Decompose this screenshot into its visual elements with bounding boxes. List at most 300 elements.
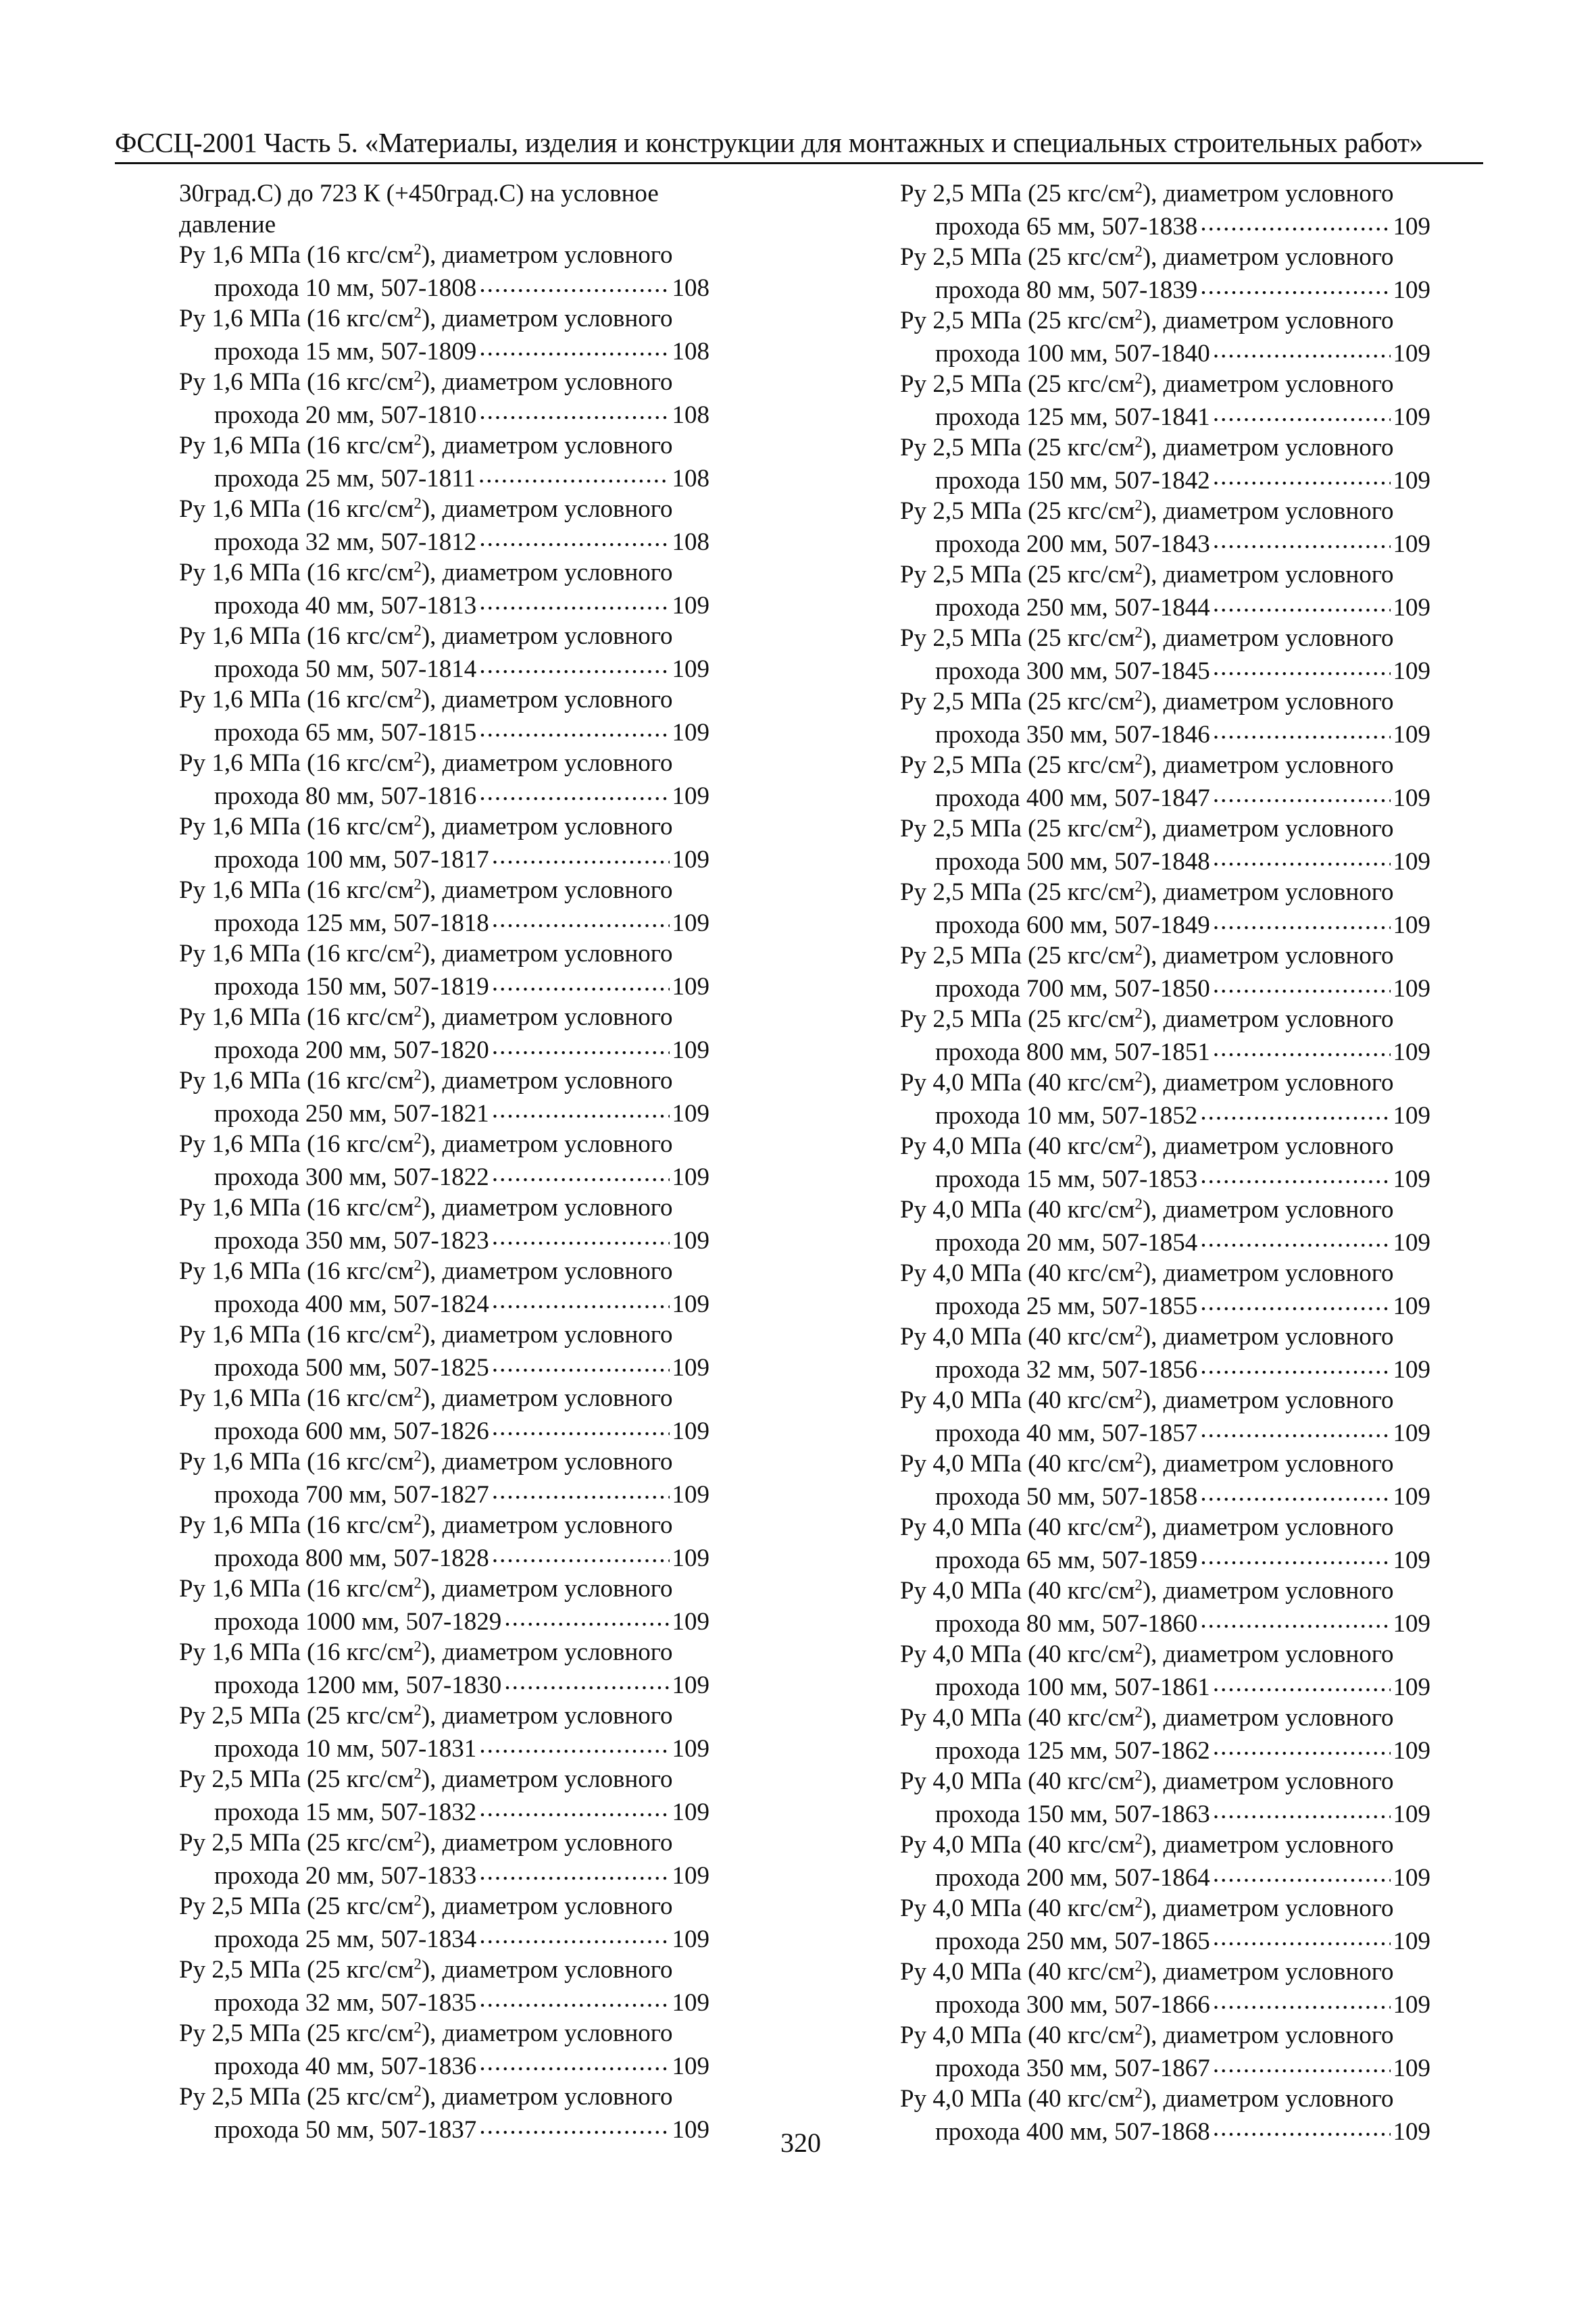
entry-pressure: Ру 2,5 МПа (25 кгс/см xyxy=(179,1829,414,1857)
entry-superscript: 2 xyxy=(1134,1957,1143,1975)
entry-detail: прохода 65 мм, 507-1838 xyxy=(935,212,1198,241)
index-entry xyxy=(179,1256,709,1319)
entry-heading xyxy=(179,1319,709,1351)
index-entry xyxy=(900,305,1430,369)
entry-suffix: ), диаметром условного xyxy=(1142,1894,1394,1922)
entry-detail: прохода 80 мм, 507-1839 xyxy=(935,276,1198,304)
dot-leader xyxy=(1200,209,1390,234)
entry-detail-line xyxy=(179,1986,709,2019)
entry-detail-line xyxy=(179,1795,709,1828)
entry-page: 108 xyxy=(672,464,709,493)
entry-detail-line xyxy=(900,1162,1430,1195)
entry-detail-line xyxy=(179,1859,709,1892)
entry-page: 109 xyxy=(672,1798,709,1826)
entry-detail-line xyxy=(900,209,1430,243)
entry-page: 109 xyxy=(672,1163,709,1191)
entry-pressure: Ру 4,0 МПа (40 кгс/см xyxy=(900,1767,1135,1795)
entry-heading xyxy=(900,432,1430,463)
entry-pressure: Ру 2,5 МПа (25 кгс/см xyxy=(900,815,1135,842)
entry-pressure: Ру 2,5 МПа (25 кгс/см xyxy=(900,561,1135,588)
entry-superscript: 2 xyxy=(1134,370,1143,387)
entry-page: 109 xyxy=(672,782,709,810)
entry-page: 109 xyxy=(1393,1863,1430,1892)
entry-heading xyxy=(179,1002,709,1033)
entry-page: 109 xyxy=(672,1861,709,1890)
entry-detail: прохода 10 мм, 507-1852 xyxy=(935,1101,1198,1130)
dot-leader xyxy=(479,652,669,677)
entry-page: 109 xyxy=(1393,1038,1430,1066)
entry-pressure: Ру 1,6 МПа (16 кгс/см xyxy=(179,1257,414,1285)
entry-pressure: Ру 1,6 МПа (16 кгс/см xyxy=(179,1194,414,1222)
entry-heading xyxy=(900,1004,1430,1035)
entry-detail: прохода 50 мм, 507-1814 xyxy=(214,655,477,683)
entry-suffix: ), диаметром условного xyxy=(1142,1450,1394,1478)
entry-heading xyxy=(900,1576,1430,1607)
entry-heading xyxy=(179,2082,709,2113)
dot-leader xyxy=(1200,1162,1390,1187)
entry-heading xyxy=(900,1067,1430,1099)
dot-leader xyxy=(1213,908,1391,933)
entry-page: 109 xyxy=(672,1353,709,1382)
entry-superscript: 2 xyxy=(414,1828,422,1846)
index-entry xyxy=(179,1637,709,1701)
entry-detail: прохода 15 мм, 507-1832 xyxy=(214,1798,477,1826)
entry-suffix: ), диаметром условного xyxy=(421,1448,673,1476)
entry-heading xyxy=(900,1703,1430,1734)
entry-detail-line xyxy=(900,1924,1430,1957)
entry-heading xyxy=(179,1701,709,1732)
dot-leader xyxy=(1213,590,1391,615)
entry-superscript: 2 xyxy=(414,241,422,258)
entry-page: 109 xyxy=(672,1607,709,1636)
entry-pressure: Ру 2,5 МПа (25 кгс/см xyxy=(900,434,1135,461)
entry-suffix: ), диаметром условного xyxy=(421,813,673,840)
entry-pressure: Ру 2,5 МПа (25 кгс/см xyxy=(179,2019,414,2047)
entry-suffix: ), диаметром условного xyxy=(421,1829,673,1857)
entry-suffix: ), диаметром условного xyxy=(1142,1704,1394,1732)
dot-leader xyxy=(1213,2051,1391,2076)
entry-detail-line xyxy=(900,2115,1430,2148)
entry-superscript: 2 xyxy=(1134,1005,1143,1022)
index-entry xyxy=(179,240,709,303)
dot-leader xyxy=(1213,1035,1391,1060)
entry-detail-line xyxy=(900,2051,1430,2084)
entry-pressure: Ру 4,0 МПа (40 кгс/см xyxy=(900,1450,1135,1478)
entry-detail: прохода 150 мм, 507-1842 xyxy=(935,466,1210,495)
entry-heading xyxy=(900,1830,1430,1861)
entry-heading xyxy=(900,1766,1430,1797)
entry-superscript: 2 xyxy=(414,749,422,766)
index-entry xyxy=(900,940,1430,1004)
entry-superscript: 2 xyxy=(414,1257,422,1274)
entry-detail: прохода 600 мм, 507-1849 xyxy=(935,911,1210,939)
entry-heading xyxy=(900,877,1430,908)
entry-suffix: ), диаметром условного xyxy=(1142,1069,1394,1097)
entry-suffix: ), диаметром условного xyxy=(1142,1196,1394,1224)
index-entry xyxy=(900,1893,1430,1957)
entry-superscript: 2 xyxy=(414,1511,422,1528)
dot-leader xyxy=(1213,336,1391,361)
entry-detail: прохода 20 мм, 507-1833 xyxy=(214,1861,477,1890)
dot-leader xyxy=(1213,400,1391,425)
entry-detail-line xyxy=(179,715,709,749)
index-entry xyxy=(900,1512,1430,1576)
entry-pressure: Ру 1,6 МПа (16 кгс/см xyxy=(179,1511,414,1539)
entry-suffix: ), диаметром условного xyxy=(1142,751,1394,779)
entry-page: 109 xyxy=(1393,1355,1430,1384)
entry-superscript: 2 xyxy=(414,1701,422,1719)
index-entry xyxy=(179,1891,709,1955)
index-entry xyxy=(900,1639,1430,1703)
entry-page: 109 xyxy=(1393,911,1430,939)
entry-pressure: Ру 1,6 МПа (16 кгс/см xyxy=(179,559,414,586)
entry-pressure: Ру 1,6 МПа (16 кгс/см xyxy=(179,305,414,332)
entry-pressure: Ру 1,6 МПа (16 кгс/см xyxy=(179,1638,414,1666)
entry-page: 109 xyxy=(1393,339,1430,368)
entry-detail: прохода 1000 мм, 507-1829 xyxy=(214,1607,502,1636)
entry-detail-line xyxy=(179,1478,709,1511)
entry-pressure: Ру 2,5 МПа (25 кгс/см xyxy=(900,624,1135,652)
entry-detail: прохода 800 мм, 507-1851 xyxy=(935,1038,1210,1066)
continuation-line: давление xyxy=(179,210,276,238)
entry-heading xyxy=(179,2018,709,2049)
dot-leader xyxy=(492,970,670,995)
dot-leader xyxy=(1213,1670,1391,1695)
entry-pressure: Ру 2,5 МПа (25 кгс/см xyxy=(179,1956,414,1984)
entry-page: 109 xyxy=(672,1290,709,1318)
dot-leader xyxy=(1213,463,1391,488)
entry-page: 109 xyxy=(1393,784,1430,812)
entry-detail-line xyxy=(179,842,709,876)
entry-detail: прохода 300 мм, 507-1822 xyxy=(214,1163,489,1191)
entry-superscript: 2 xyxy=(1134,1767,1143,1784)
entry-superscript: 2 xyxy=(414,1955,422,1973)
entry-detail: прохода 300 мм, 507-1845 xyxy=(935,657,1210,685)
entry-page: 109 xyxy=(1393,593,1430,622)
entry-heading xyxy=(900,1957,1430,1988)
entry-heading xyxy=(179,240,709,271)
dot-leader xyxy=(479,2113,669,2138)
entry-suffix: ), диаметром условного xyxy=(1142,1767,1394,1795)
index-entry xyxy=(179,1383,709,1447)
entry-suffix: ), диаметром условного xyxy=(1142,1386,1394,1414)
entry-detail: прохода 250 мм, 507-1844 xyxy=(935,593,1210,622)
entry-page: 109 xyxy=(1393,1990,1430,2019)
entry-pressure: Ру 1,6 МПа (16 кгс/см xyxy=(179,495,414,523)
entry-detail-line xyxy=(900,1035,1430,1068)
entry-detail: прохода 100 мм, 507-1840 xyxy=(935,339,1210,368)
index-entry xyxy=(179,2082,709,2145)
entry-superscript: 2 xyxy=(414,431,422,449)
entry-superscript: 2 xyxy=(1134,243,1143,260)
index-entry xyxy=(900,686,1430,750)
entry-pressure: Ру 4,0 МПа (40 кгс/см xyxy=(900,1196,1135,1224)
dot-leader xyxy=(1213,527,1391,552)
index-entry xyxy=(900,1322,1430,1385)
dot-leader xyxy=(1200,1607,1390,1632)
entry-page: 109 xyxy=(1393,1736,1430,1765)
entry-page: 109 xyxy=(1393,974,1430,1003)
entry-detail: прохода 300 мм, 507-1866 xyxy=(935,1990,1210,2019)
entry-detail-line xyxy=(900,1543,1430,1576)
entry-superscript: 2 xyxy=(414,1892,422,1909)
entry-pressure: Ру 2,5 МПа (25 кгс/см xyxy=(900,180,1135,207)
entry-detail-line xyxy=(900,845,1430,878)
entry-page: 109 xyxy=(1393,276,1430,304)
entry-heading xyxy=(179,430,709,461)
dot-leader xyxy=(1213,972,1391,997)
entry-detail: прохода 15 мм, 507-1853 xyxy=(935,1165,1198,1193)
entry-superscript: 2 xyxy=(414,939,422,957)
entry-pressure: Ру 1,6 МПа (16 кгс/см xyxy=(179,1130,414,1158)
index-entry xyxy=(900,623,1430,686)
index-entry xyxy=(900,496,1430,559)
index-entry xyxy=(900,559,1430,623)
dot-leader xyxy=(1213,1861,1391,1886)
entry-page: 109 xyxy=(672,1988,709,2017)
index-entry xyxy=(179,1065,709,1129)
entry-pressure: Ру 1,6 МПа (16 кгс/см xyxy=(179,1384,414,1412)
entry-heading xyxy=(900,2084,1430,2115)
entry-superscript: 2 xyxy=(1134,1386,1143,1403)
entry-pressure: Ру 2,5 МПа (25 кгс/см xyxy=(900,688,1135,715)
entry-detail: прохода 65 мм, 507-1859 xyxy=(935,1546,1198,1574)
entry-heading xyxy=(179,1574,709,1605)
entry-detail-line xyxy=(900,654,1430,687)
entry-heading xyxy=(900,305,1430,336)
entry-detail: прохода 80 мм, 507-1860 xyxy=(935,1609,1198,1638)
entry-suffix: ), диаметром условного xyxy=(1142,243,1394,271)
entry-detail: прохода 350 мм, 507-1846 xyxy=(935,720,1210,749)
entry-heading xyxy=(179,875,709,906)
index-entry xyxy=(900,2084,1430,2147)
entry-detail-line xyxy=(179,906,709,939)
entry-detail-line xyxy=(900,273,1430,306)
entry-pressure: Ру 2,5 МПа (25 кгс/см xyxy=(900,243,1135,271)
entry-page: 109 xyxy=(672,845,709,874)
entry-superscript: 2 xyxy=(1134,624,1143,641)
entry-superscript: 2 xyxy=(1134,941,1143,959)
dot-leader xyxy=(479,1986,669,2011)
index-entry xyxy=(179,1192,709,1256)
index-entry xyxy=(900,178,1430,242)
index-entry xyxy=(900,242,1430,305)
entry-detail-line xyxy=(179,588,709,622)
index-entry xyxy=(900,432,1430,496)
index-entry xyxy=(179,430,709,494)
index-entry xyxy=(179,1510,709,1574)
entry-suffix: ), диаметром условного xyxy=(421,686,673,713)
entry-page: 109 xyxy=(1393,1292,1430,1320)
dot-leader xyxy=(1213,1797,1391,1822)
entry-detail: прохода 80 мм, 507-1816 xyxy=(214,782,477,810)
entry-superscript: 2 xyxy=(1134,1830,1143,1848)
index-entry xyxy=(900,1131,1430,1194)
index-entry xyxy=(900,1449,1430,1512)
dot-leader xyxy=(492,1033,670,1058)
entry-heading xyxy=(900,242,1430,273)
index-entry xyxy=(179,1319,709,1383)
entry-detail-line xyxy=(900,1480,1430,1513)
entry-superscript: 2 xyxy=(414,1130,422,1147)
entry-superscript: 2 xyxy=(414,1320,422,1338)
entry-suffix: ), диаметром условного xyxy=(421,1765,673,1793)
entry-detail-line xyxy=(900,1099,1430,1132)
entry-heading xyxy=(179,494,709,525)
entry-heading xyxy=(900,559,1430,590)
dot-leader xyxy=(492,1351,670,1376)
dot-leader xyxy=(479,779,669,804)
dot-leader xyxy=(1213,845,1391,870)
entry-heading xyxy=(179,1828,709,1859)
entry-page: 109 xyxy=(672,2115,709,2144)
dot-leader xyxy=(504,1605,669,1630)
index-entry xyxy=(179,1828,709,1891)
entry-detail-line xyxy=(900,908,1430,941)
entry-detail-line xyxy=(179,334,709,368)
entry-pressure: Ру 4,0 МПа (40 кгс/см xyxy=(900,1069,1135,1097)
entry-pressure: Ру 4,0 МПа (40 кгс/см xyxy=(900,1323,1135,1351)
entry-pressure: Ру 4,0 МПа (40 кгс/см xyxy=(900,1704,1135,1732)
entry-detail: прохода 200 мм, 507-1820 xyxy=(214,1036,489,1064)
entry-heading xyxy=(179,1510,709,1541)
entry-page: 109 xyxy=(672,909,709,937)
dot-leader xyxy=(492,1224,670,1249)
entry-superscript: 2 xyxy=(1134,1576,1143,1594)
entry-detail-line xyxy=(900,1861,1430,1894)
entry-suffix: ), диаметром условного xyxy=(421,1384,673,1412)
entry-heading xyxy=(179,1447,709,1478)
entry-pressure: Ру 1,6 МПа (16 кгс/см xyxy=(179,241,414,269)
entry-page: 109 xyxy=(672,1417,709,1445)
entry-heading xyxy=(900,1639,1430,1670)
entry-detail-line xyxy=(900,1988,1430,2021)
entry-detail-line xyxy=(179,525,709,558)
header-rule xyxy=(115,162,1483,164)
entry-detail-line xyxy=(179,1097,709,1130)
entry-pressure: Ру 2,5 МПа (25 кгс/см xyxy=(179,2083,414,2111)
entry-superscript: 2 xyxy=(1134,1068,1143,1086)
entry-detail-line xyxy=(900,400,1430,433)
entry-superscript: 2 xyxy=(1134,1322,1143,1340)
dot-leader xyxy=(1200,273,1390,298)
entry-detail: прохода 350 мм, 507-1823 xyxy=(214,1226,489,1255)
entry-pressure: Ру 2,5 МПа (25 кгс/см xyxy=(900,942,1135,970)
entry-page: 108 xyxy=(672,337,709,366)
entry-pressure: Ру 1,6 МПа (16 кгс/см xyxy=(179,622,414,650)
dot-leader xyxy=(479,715,669,740)
index-entry xyxy=(179,875,709,938)
index-entry xyxy=(900,1576,1430,1639)
entry-superscript: 2 xyxy=(1134,1449,1143,1467)
entry-heading xyxy=(900,1385,1430,1416)
entry-pressure: Ру 1,6 МПа (16 кгс/см xyxy=(179,813,414,840)
entry-page: 109 xyxy=(1393,403,1430,431)
entry-pressure: Ру 1,6 МПа (16 кгс/см xyxy=(179,368,414,396)
entry-superscript: 2 xyxy=(1134,2021,1143,2038)
entry-page: 109 xyxy=(672,1544,709,1572)
entry-heading xyxy=(179,557,709,588)
entry-page: 109 xyxy=(1393,1609,1430,1638)
index-entry xyxy=(179,621,709,684)
entry-suffix: ), диаметром условного xyxy=(421,432,673,459)
entry-heading xyxy=(900,369,1430,400)
entry-suffix: ), диаметром условного xyxy=(421,1067,673,1095)
entry-superscript: 2 xyxy=(414,1638,422,1655)
entry-pressure: Ру 1,6 МПа (16 кгс/см xyxy=(179,1003,414,1031)
entry-page: 109 xyxy=(672,1036,709,1064)
dot-leader xyxy=(492,1478,670,1503)
index-entry xyxy=(179,811,709,875)
continuation-text xyxy=(179,178,709,240)
entry-suffix: ), диаметром условного xyxy=(421,1638,673,1666)
entry-detail-line xyxy=(900,1797,1430,1830)
entry-detail: прохода 200 мм, 507-1864 xyxy=(935,1863,1210,1892)
entry-page: 108 xyxy=(672,401,709,429)
entry-detail-line xyxy=(900,1670,1430,1703)
entry-detail-line xyxy=(179,461,709,495)
entry-suffix: ), диаметром условного xyxy=(421,241,673,269)
dot-leader xyxy=(1213,781,1391,806)
entry-superscript: 2 xyxy=(1134,1640,1143,1657)
dot-leader xyxy=(479,334,669,359)
entry-suffix: ), диаметром условного xyxy=(1142,1005,1394,1033)
index-entry xyxy=(179,2018,709,2082)
index-entry xyxy=(179,1447,709,1510)
entry-detail-line xyxy=(179,398,709,431)
entry-heading xyxy=(900,1131,1430,1162)
index-entry xyxy=(900,1957,1430,2020)
entry-suffix: ), диаметром условного xyxy=(421,622,673,650)
index-entry xyxy=(900,1830,1430,1893)
entry-detail-line xyxy=(179,1732,709,1765)
entry-detail: прохода 32 мм, 507-1835 xyxy=(214,1988,477,2017)
entry-pressure: Ру 4,0 МПа (40 кгс/см xyxy=(900,2021,1135,2049)
entry-pressure: Ру 2,5 МПа (25 кгс/см xyxy=(900,497,1135,525)
page-number: 320 xyxy=(780,2128,821,2158)
entry-heading xyxy=(900,496,1430,527)
entry-pressure: Ру 4,0 МПа (40 кгс/см xyxy=(900,1577,1135,1605)
entry-heading xyxy=(179,1065,709,1097)
entry-pressure: Ру 1,6 МПа (16 кгс/см xyxy=(179,1448,414,1476)
entry-heading xyxy=(900,2020,1430,2051)
entry-superscript: 2 xyxy=(1134,560,1143,578)
entry-detail: прохода 125 мм, 507-1862 xyxy=(935,1736,1210,1765)
entry-page: 109 xyxy=(672,1671,709,1699)
entry-suffix: ), диаметром условного xyxy=(1142,561,1394,588)
entry-page: 109 xyxy=(672,1480,709,1509)
entry-detail: прохода 50 мм, 507-1858 xyxy=(935,1482,1198,1511)
entry-detail: прохода 125 мм, 507-1818 xyxy=(214,909,489,937)
dot-leader xyxy=(478,461,670,486)
entry-detail: прохода 32 мм, 507-1856 xyxy=(935,1355,1198,1384)
entry-superscript: 2 xyxy=(1134,306,1143,324)
entry-superscript: 2 xyxy=(1134,1703,1143,1721)
entry-detail-line xyxy=(900,1289,1430,1322)
entry-suffix: ), диаметром условного xyxy=(421,559,673,586)
entry-page: 109 xyxy=(1393,1482,1430,1511)
index-entry xyxy=(900,1385,1430,1449)
entry-heading xyxy=(179,1256,709,1287)
entry-suffix: ), диаметром условного xyxy=(1142,1259,1394,1287)
index-entry xyxy=(900,369,1430,432)
entry-detail: прохода 32 мм, 507-1812 xyxy=(214,528,477,556)
dot-leader xyxy=(479,1922,669,1947)
entry-heading xyxy=(900,623,1430,654)
entry-superscript: 2 xyxy=(414,304,422,322)
entry-detail-line xyxy=(179,779,709,812)
entry-detail: прохода 400 мм, 507-1868 xyxy=(935,2117,1210,2146)
